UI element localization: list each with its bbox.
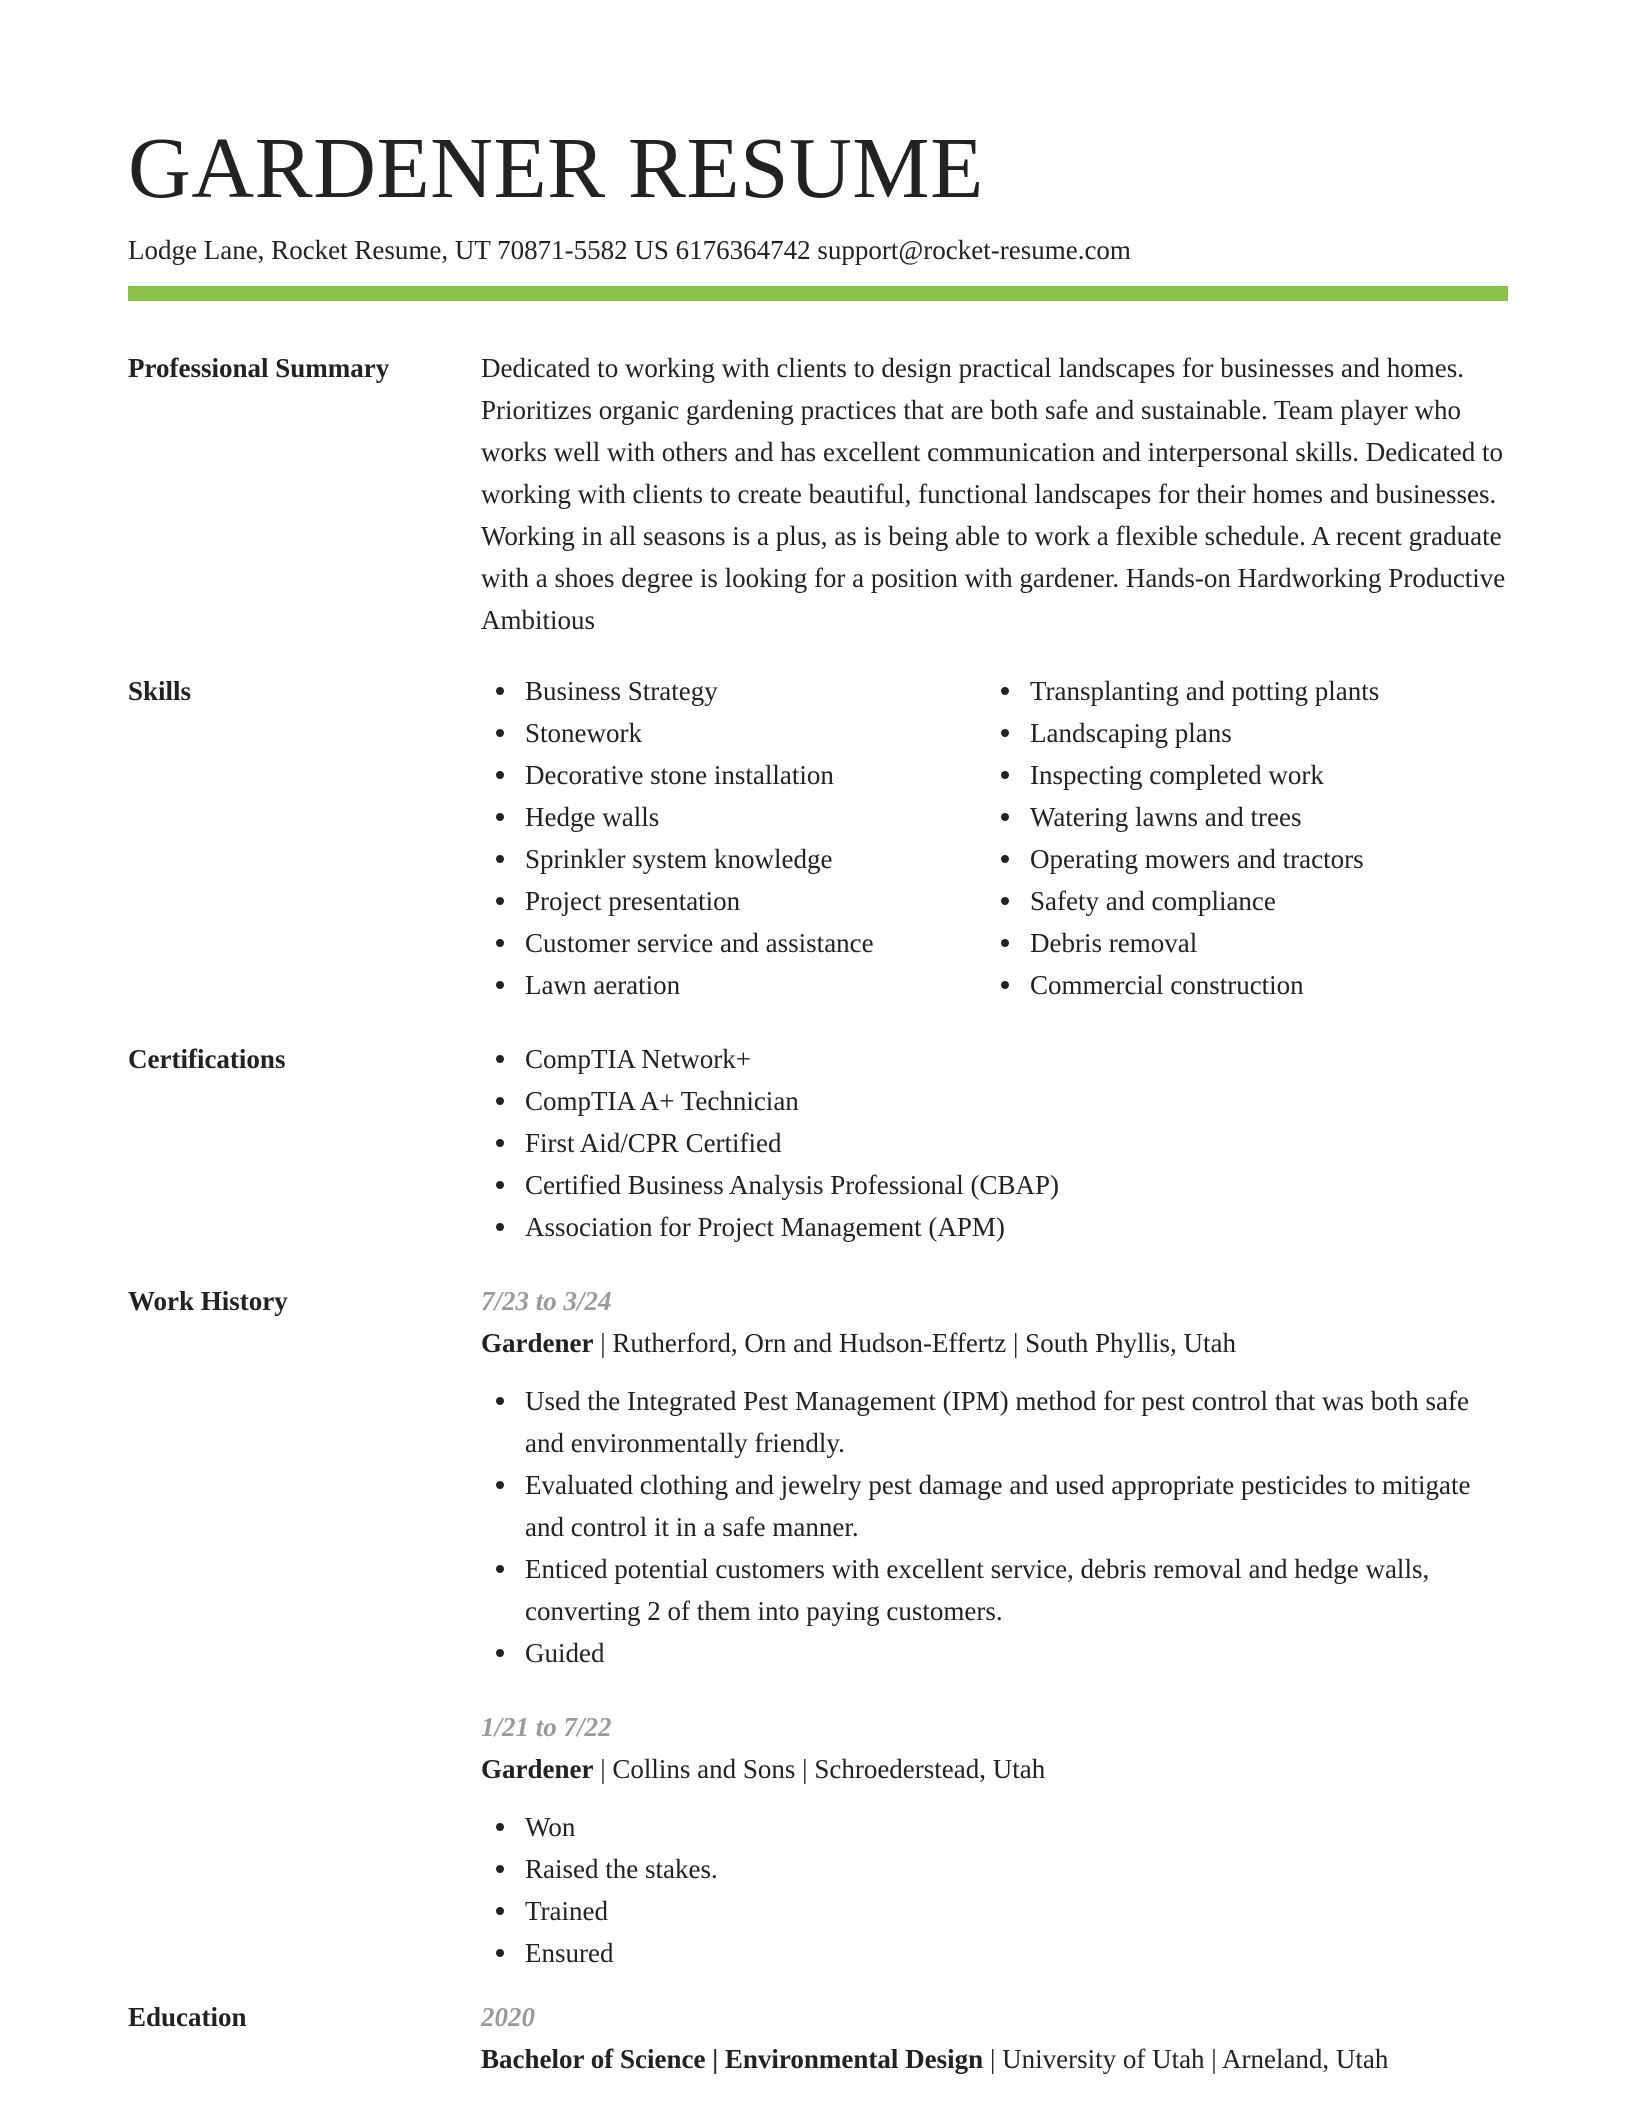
job-title: Gardener <box>481 1754 594 1784</box>
job-dates: 1/21 to 7/22 <box>481 1712 612 1742</box>
education-school-location: | University of Utah | Arneland, Utah <box>983 2044 1389 2074</box>
skill-item: Sprinkler system knowledge <box>481 838 986 880</box>
skills-list-right <box>986 670 1491 1006</box>
contact-info: Lodge Lane, Rocket Resume, UT 70871-5582 US 6176364742 support@rocket-resume.com <box>128 235 1131 265</box>
skill-item: Decorative stone installation <box>481 754 986 796</box>
skill-item: Operating mowers and tractors <box>986 838 1491 880</box>
job-bullets <box>481 1806 1508 1974</box>
skill-item: Lawn aeration <box>481 964 986 1006</box>
job-entry <box>481 1706 1508 1974</box>
work-history-content <box>481 1280 1508 1974</box>
skills-list-left <box>481 670 986 1006</box>
education-year: 2020 <box>481 2002 535 2032</box>
section-label-summary: Professional Summary <box>128 353 390 383</box>
job-company-location: | Collins and Sons | Schroederstead, Utah <box>593 1754 1046 1784</box>
job-bullet: Won <box>481 1806 1508 1848</box>
skill-item: Transplanting and potting plants <box>986 670 1491 712</box>
certification-item: CompTIA Network+ <box>481 1038 1508 1080</box>
job-bullets <box>481 1380 1508 1674</box>
section-label-skills: Skills <box>128 676 192 706</box>
job-bullet: Trained <box>481 1890 1508 1932</box>
accent-divider <box>128 286 1508 301</box>
section-label-work: Work History <box>128 1286 288 1316</box>
skill-item: Stonework <box>481 712 986 754</box>
skill-item: Customer service and assistance <box>481 922 986 964</box>
job-bullet: Evaluated clothing and jewelry pest damage and used appropriate pesticides to mitigate and control it in a safe manner. <box>481 1464 1508 1548</box>
skill-item: Watering lawns and trees <box>986 796 1491 838</box>
education-line <box>481 2038 1508 2080</box>
skill-item: Safety and compliance <box>986 880 1491 922</box>
job-bullet: Enticed potential customers with excellent service, debris removal and hedge walls, converting 2 of them into paying customers. <box>481 1548 1508 1632</box>
certifications-list <box>481 1038 1508 1248</box>
job-role-line <box>481 1322 1508 1364</box>
skills-columns <box>481 670 1508 1006</box>
skill-item: Project presentation <box>481 880 986 922</box>
job-bullet: Raised the stakes. <box>481 1848 1508 1890</box>
job-bullet: Ensured <box>481 1932 1508 1974</box>
skill-item: Inspecting completed work <box>986 754 1491 796</box>
job-company-location: | Rutherford, Orn and Hudson-Effertz | South Phyllis, Utah <box>593 1328 1236 1358</box>
job-entry <box>481 1280 1508 1674</box>
certification-item: Association for Project Management (APM) <box>481 1206 1508 1248</box>
job-title: Gardener <box>481 1328 594 1358</box>
job-role-line <box>481 1748 1508 1790</box>
certification-item: Certified Business Analysis Professional (CBAP) <box>481 1164 1508 1206</box>
skill-item: Commercial construction <box>986 964 1491 1006</box>
education-degree: Bachelor of Science | Environmental Design <box>481 2044 984 2074</box>
skill-item: Hedge walls <box>481 796 986 838</box>
education-content <box>481 1996 1508 2080</box>
resume-title: GARDENER RESUME <box>128 119 984 216</box>
certification-item: CompTIA A+ Technician <box>481 1080 1508 1122</box>
skill-item: Debris removal <box>986 922 1491 964</box>
skill-item: Landscaping plans <box>986 712 1491 754</box>
section-label-certifications: Certifications <box>128 1044 286 1074</box>
certification-item: First Aid/CPR Certified <box>481 1122 1508 1164</box>
skill-item: Business Strategy <box>481 670 986 712</box>
summary-text: Dedicated to working with clients to design practical landscapes for businesses and homes. Prioritizes organic gardening practices that are both safe and sustainable. Team player who works well with others and has excellent communication and interpersonal skills. Dedicated to working with clients to create beautiful, functional landscapes for their homes and businesses. Working in all seasons is a plus, as is being able to work a flexible schedule. A recent graduate with a shoes degree is looking for a position with gardener. Hands-on Hardworking Productive Ambitious <box>481 353 1506 635</box>
job-bullet: Used the Integrated Pest Management (IPM) method for pest control that was both safe and environmentally friendly. <box>481 1380 1508 1464</box>
section-label-education: Education <box>128 2002 247 2032</box>
job-bullet: Guided <box>481 1632 1508 1674</box>
job-dates: 7/23 to 3/24 <box>481 1286 612 1316</box>
